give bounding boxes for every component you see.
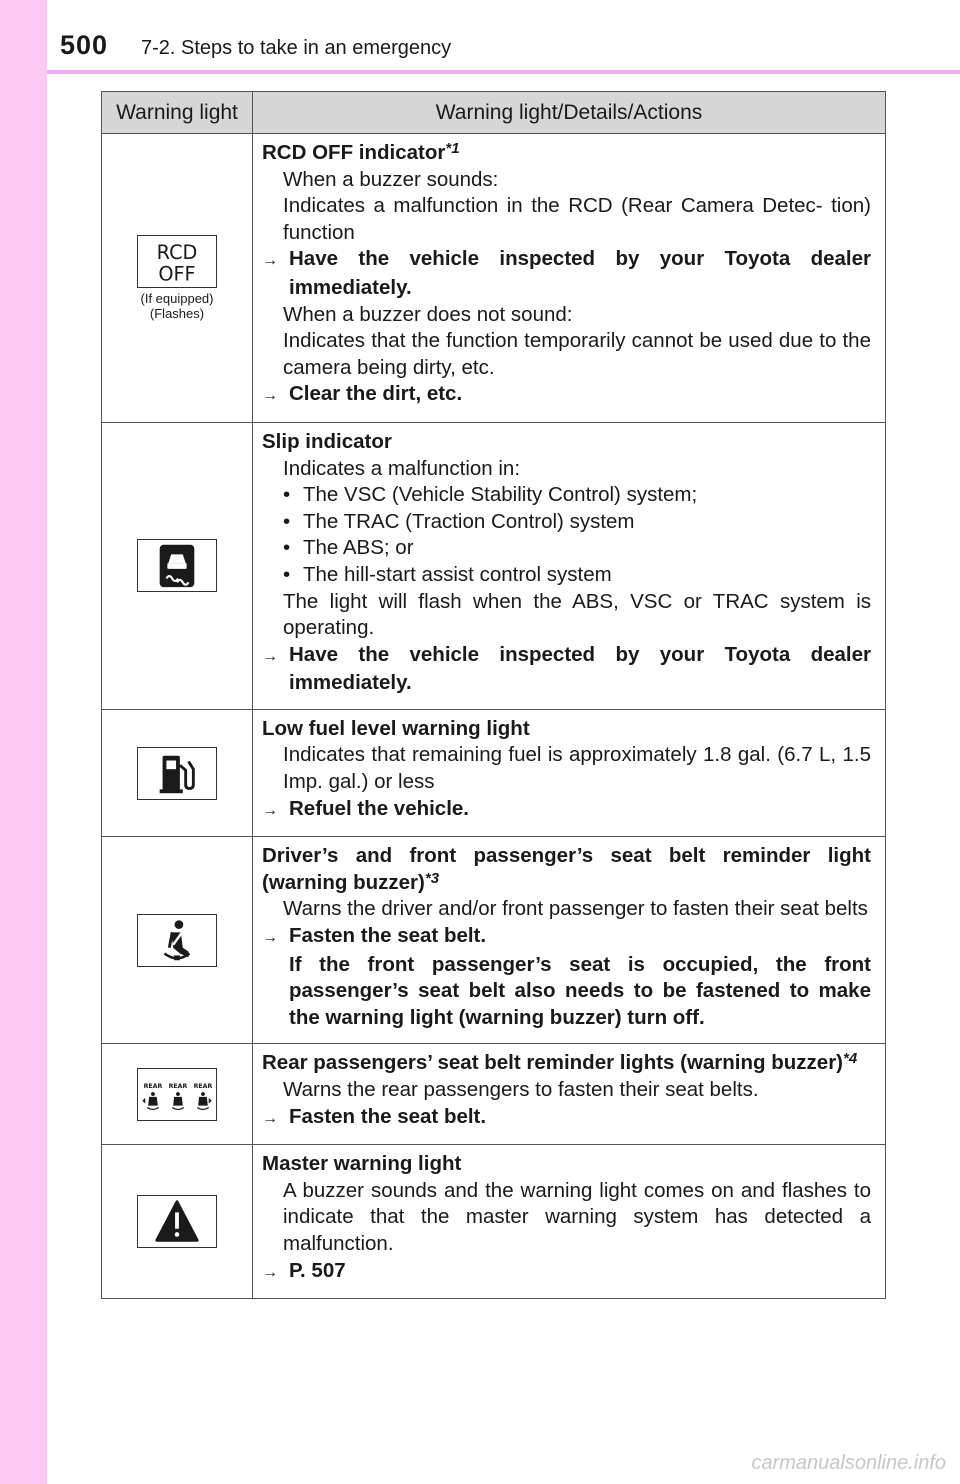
page-reference: → P. 507 <box>262 1258 871 1287</box>
svg-text:OFF: OFF <box>158 262 196 286</box>
details-cell <box>253 134 886 423</box>
column-header-warning-light: Warning light <box>102 92 253 134</box>
icon-caption-equipped: (If equipped) <box>140 290 214 306</box>
side-tab <box>0 0 47 1484</box>
arrow-icon: → <box>262 647 278 665</box>
warning-title: Slip indicator <box>262 429 392 453</box>
rcd-off-icon <box>137 235 217 288</box>
arrow-icon: → <box>262 1109 278 1127</box>
icon-cell <box>102 1044 253 1145</box>
watermark: carmanualsonline.info <box>751 1452 946 1474</box>
details-line: When a buzzer does not sound: <box>283 302 573 326</box>
details-line: When a buzzer sounds: <box>283 167 499 191</box>
svg-text:REAR: REAR <box>193 1083 213 1091</box>
details-line: Indicates that the function temporarily cannot be used due to the camera being dirty, etc. <box>283 329 871 379</box>
footnote-mark: *4 <box>843 1050 858 1068</box>
table-header-row <box>102 92 886 134</box>
arrow-icon: → <box>262 929 278 947</box>
details-cell <box>253 709 886 836</box>
action-item: → Fasten the seat belt. <box>262 1104 871 1133</box>
section-title: 7-2. Steps to take in an emergency <box>141 37 452 59</box>
bullet-item: • The VSC (Vehicle Stability Control) system; <box>283 483 698 507</box>
action-item: → Refuel the vehicle. <box>262 796 871 825</box>
action-item: → Clear the dirt, etc. <box>262 381 871 410</box>
header-divider <box>47 70 960 74</box>
arrow-icon: → <box>262 801 278 819</box>
fuel-pump-icon <box>137 747 217 800</box>
details-line: Indicates a malfunction in: <box>283 456 521 480</box>
details-cell <box>253 422 886 709</box>
footnote-mark: *3 <box>424 869 440 887</box>
details-cell <box>253 837 886 1044</box>
table-row <box>102 1044 886 1145</box>
bullet-item: • The ABS; or <box>283 536 414 560</box>
details-line: The light will flash when the ABS, VSC or TRAC system is operating. <box>283 589 871 640</box>
icon-cell <box>102 134 253 423</box>
page-number: 500 <box>60 30 109 60</box>
warning-title: Master warning light <box>262 1152 462 1176</box>
details-line: Indicates a malfunction in the RCD (Rear Camera Detec- tion) function <box>283 194 871 244</box>
warning-title: RCD OFF indicator$^{*1}$ <box>262 140 460 164</box>
table-row <box>102 422 886 709</box>
table-row <box>102 1145 886 1299</box>
warning-title: Rear passengers’ seat belt reminder lights (warning buzzer)$^{*4}$ <box>262 1050 858 1075</box>
warning-title: Driver’s and front passenger’s seat belt reminder light (warning buzzer)$^{*3}$ <box>262 844 871 894</box>
table-row <box>102 837 886 1044</box>
svg-text:REAR: REAR <box>168 1083 188 1091</box>
icon-cell <box>102 422 253 709</box>
slip-indicator-icon <box>137 539 217 592</box>
icon-caption-flashes: (Flashes) <box>149 305 205 321</box>
icon-cell <box>102 709 253 836</box>
icon-cell <box>102 837 253 1044</box>
footnote-mark: *1 <box>445 140 460 157</box>
arrow-icon: → <box>262 387 278 405</box>
details-line: Indicates that remaining fuel is approximately 1.8 gal. (6.7 L, 1.5 Imp. gal.) or less <box>283 743 871 794</box>
column-header-details: Warning light/Details/Actions <box>253 92 886 134</box>
details-line: Warns the rear passengers to fasten their seat belts. <box>283 1078 759 1101</box>
svg-text:REAR: REAR <box>143 1083 163 1091</box>
action-item: → Have the vehicle inspected by your Toyota dealer immediately. <box>262 247 871 299</box>
action-detail: If the front passenger’s seat is occupied, the front passenger’s seat belt also needs to be fastened to make the warning light (warning buzzer) turn off. <box>289 952 871 1029</box>
arrow-icon: → <box>262 252 278 270</box>
action-item: → Have the vehicle inspected by your Toyota dealer immediately. <box>262 642 871 695</box>
svg-text:RCD: RCD <box>156 241 198 265</box>
bullet-item: • The TRAC (Traction Control) system <box>283 509 635 533</box>
seat-belt-icon <box>137 914 217 967</box>
warning-light-table <box>101 91 886 1299</box>
bullet-item: • The hill-start assist control system <box>283 562 612 586</box>
arrow-icon: → <box>262 1263 278 1281</box>
details-line: Warns the driver and/or front passenger to fasten their seat belts <box>283 897 868 921</box>
details-cell <box>253 1044 886 1145</box>
table-row <box>102 709 886 836</box>
details-cell <box>253 1145 886 1299</box>
table-row <box>102 134 886 423</box>
details-line: A buzzer sounds and the warning light comes on and flashes to indicate that the master warning system has detected a malfunction. <box>283 1178 871 1255</box>
rear-seat-belt-icon <box>137 1068 217 1121</box>
icon-cell <box>102 1145 253 1299</box>
warning-title: Low fuel level warning light <box>262 716 530 740</box>
master-warning-icon <box>137 1195 217 1248</box>
action-item: → Fasten the seat belt. <box>262 923 871 952</box>
